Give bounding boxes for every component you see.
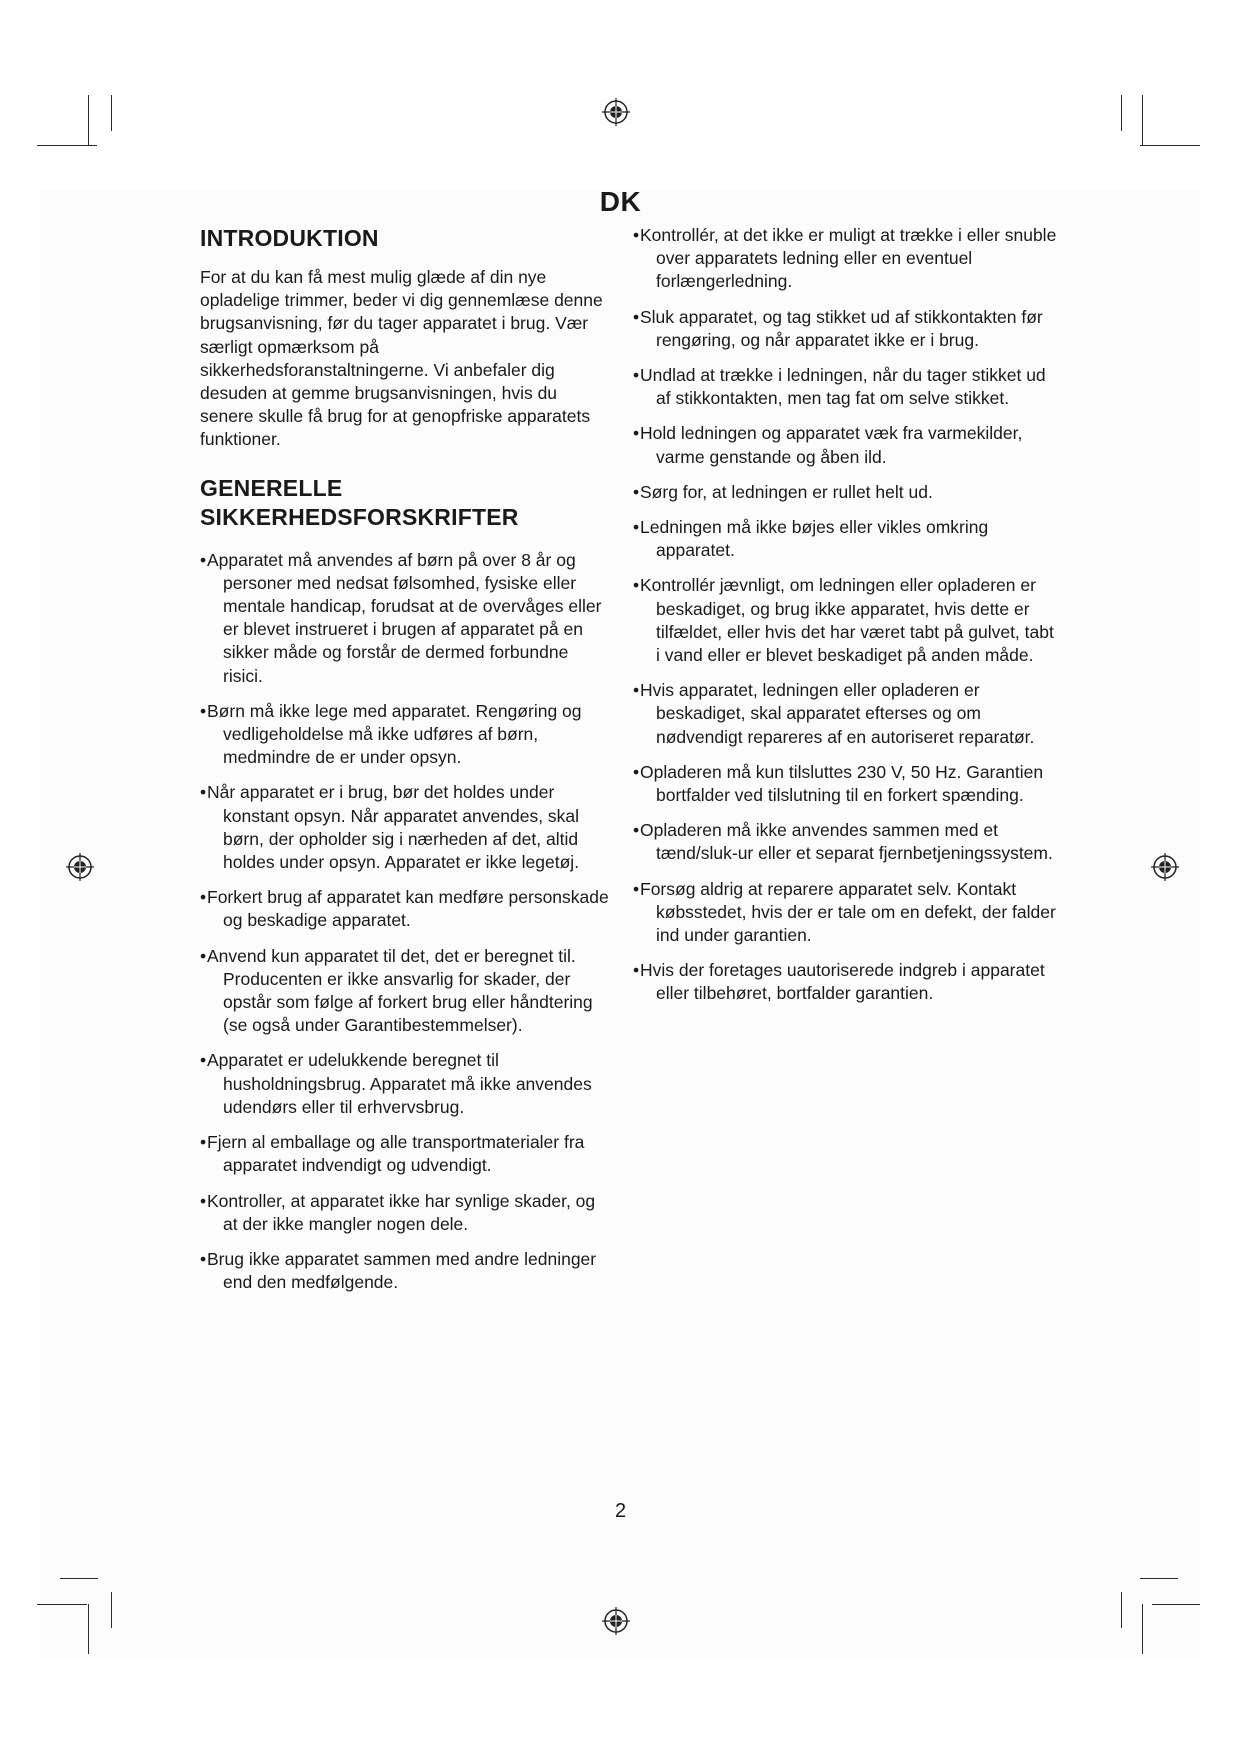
safety-list-left [200, 549, 610, 1295]
bullet-icon: • [200, 1190, 207, 1211]
intro-heading: INTRODUKTION [200, 225, 379, 251]
list-item: • Kontroller, at apparatet ikke har synlige skader, og at der ikke mangler nogen dele. [200, 1190, 596, 1234]
crop-mark [1152, 1604, 1200, 1605]
intro-paragraph: For at du kan få mest mulig glæde af din nye opladelige trimmer, beder vi dig gennemlæse denne brugsanvisning, før du tager apparatet i brug. Vær særligt opmærksom på sikkerhedsforanstaltningerne. Vi anbefaler dig desuden at gemme brugsanvisningen, hvis du senere skulle få brug for at genopfriske apparatets funktioner. [200, 267, 603, 450]
list-item: • Sluk apparatet, og tag stikket ud af stikkontakten før rengøring, og når apparatet ikke er i brug. [633, 306, 1043, 350]
list-item: • Hvis der foretages uautoriserede indgreb i apparatet eller tilbehøret, bortfalder garantien. [633, 960, 1045, 1004]
list-item: • Opladeren må kun tilsluttes 230 V, 50 Hz. Garantien bortfalder ved tilslutning til en forkert spænding. [633, 761, 1044, 806]
list-item: • Sørg for, at ledningen er rullet helt ud. [633, 481, 1058, 504]
crop-mark [111, 1592, 112, 1628]
crop-mark [1140, 145, 1200, 146]
bullet-icon: • [200, 1132, 207, 1153]
bullet-icon: • [633, 878, 640, 899]
bullet-icon: • [633, 517, 640, 538]
crop-mark [1142, 95, 1143, 145]
list-item: • Apparatet er udelukkende beregnet til husholdningsbrug. Apparatet må ikke anvendes udendørs eller til erhvervsbrug. [200, 1050, 592, 1117]
list-item: • Fjern al emballage og alle transportmaterialer fra apparatet indvendigt og udvendigt. [200, 1132, 585, 1176]
registration-mark-icon [1150, 852, 1180, 882]
registration-mark-icon [601, 97, 631, 127]
list-item: • Kontrollér, at det ikke er muligt at trække i eller snuble over apparatets ledning eller en eventuel forlængerledning. [633, 225, 1057, 292]
safety-heading [200, 474, 610, 532]
list-item: • Brug ikke apparatet sammen med andre ledninger end den medfølgende. [200, 1248, 597, 1293]
crop-mark [1121, 1592, 1122, 1628]
list-item: • Kontrollér jævnligt, om ledningen eller opladeren er beskadiget, og brug ikke apparatet, hvis dette er tilfældet, eller hvis det har været tabt på gulvet, tabt i vand eller er blevet beskadiget på anden måde. [633, 575, 1054, 666]
page-number: 2 [614, 1500, 627, 1522]
crop-mark [88, 1604, 89, 1654]
bullet-icon: • [633, 960, 640, 981]
language-code: DK [599, 186, 642, 217]
bullet-icon: • [633, 423, 640, 444]
bullet-icon: • [200, 700, 207, 721]
bullet-icon: • [633, 820, 640, 841]
list-item: • Anvend kun apparatet til det, det er beregnet til. Producenten er ikke ansvarlig for skader, der opstår som følge af forkert brug eller håndtering (se også under Garantibestemmelser). [200, 945, 593, 1036]
left-column [200, 224, 610, 1306]
bullet-icon: • [633, 365, 640, 386]
list-item: • Børn må ikke lege med apparatet. Rengøring og vedligeholdelse må ikke udføres af børn, medmindre de er under opsyn. [200, 700, 582, 768]
bullet-icon: • [200, 1050, 207, 1071]
bullet-icon: • [633, 481, 640, 502]
crop-mark [88, 95, 89, 145]
bullet-icon: • [200, 549, 207, 570]
crop-mark [60, 1578, 98, 1579]
crop-mark [1142, 1604, 1143, 1654]
list-item: • Apparatet må anvendes af børn på over 8 år og personer med nedsat følsomhed, fysiske eller mentale handicap, forudsat at de overvåges eller er blevet instrueret i brugen af apparatet på en sikker måde og forstår de dermed forbundne risici. [200, 549, 602, 686]
list-item: • Hvis apparatet, ledningen eller opladeren er beskadiget, skal apparatet efterses og om nødvendigt repareres af en autoriseret reparatør. [633, 680, 1035, 747]
bullet-icon: • [633, 761, 640, 782]
bullet-icon: • [633, 306, 640, 327]
bullet-icon: • [633, 680, 640, 701]
bullet-icon: • [200, 945, 207, 966]
registration-mark-icon [65, 852, 95, 882]
bullet-icon: • [200, 782, 207, 803]
list-item: • Opladeren må ikke anvendes sammen med et tænd/sluk-ur eller et separat fjernbetjeningssystem. [633, 820, 1053, 864]
registration-mark-icon [601, 1606, 631, 1636]
list-item: • Ledningen må ikke bøjes eller vikles omkring apparatet. [633, 517, 989, 561]
crop-mark [37, 145, 97, 146]
crop-mark [37, 1604, 87, 1605]
right-column [633, 224, 1058, 1018]
crop-mark [1140, 1578, 1178, 1579]
safety-heading-line2: SIKKERHEDSFORSKRIFTER [200, 503, 519, 530]
bullet-icon: • [633, 225, 640, 245]
list-item: • Når apparatet er i brug, bør det holdes under konstant opsyn. Når apparatet anvendes, skal børn, der opholder sig i nærheden af det, altid holdes under opsyn. Apparatet er ikke legetøj. [200, 782, 580, 873]
safety-list-right [633, 224, 1058, 1006]
bullet-icon: • [200, 887, 207, 908]
crop-mark [111, 95, 112, 131]
list-item: • Forkert brug af apparatet kan medføre personskade og beskadige apparatet. [200, 887, 609, 931]
safety-heading-line1: GENERELLE [200, 474, 343, 501]
crop-mark [1121, 95, 1122, 131]
list-item: • Forsøg aldrig at reparere apparatet selv. Kontakt købsstedet, hvis der er tale om en defekt, der falder ind under garantien. [633, 878, 1056, 946]
bullet-icon: • [633, 575, 640, 596]
list-item: • Undlad at trække i ledningen, når du tager stikket ud af stikkontakten, men tag fat om selve stikket. [633, 365, 1046, 409]
bullet-icon: • [200, 1248, 207, 1269]
list-item: • Hold ledningen og apparatet væk fra varmekilder, varme genstande og åben ild. [633, 423, 1023, 467]
